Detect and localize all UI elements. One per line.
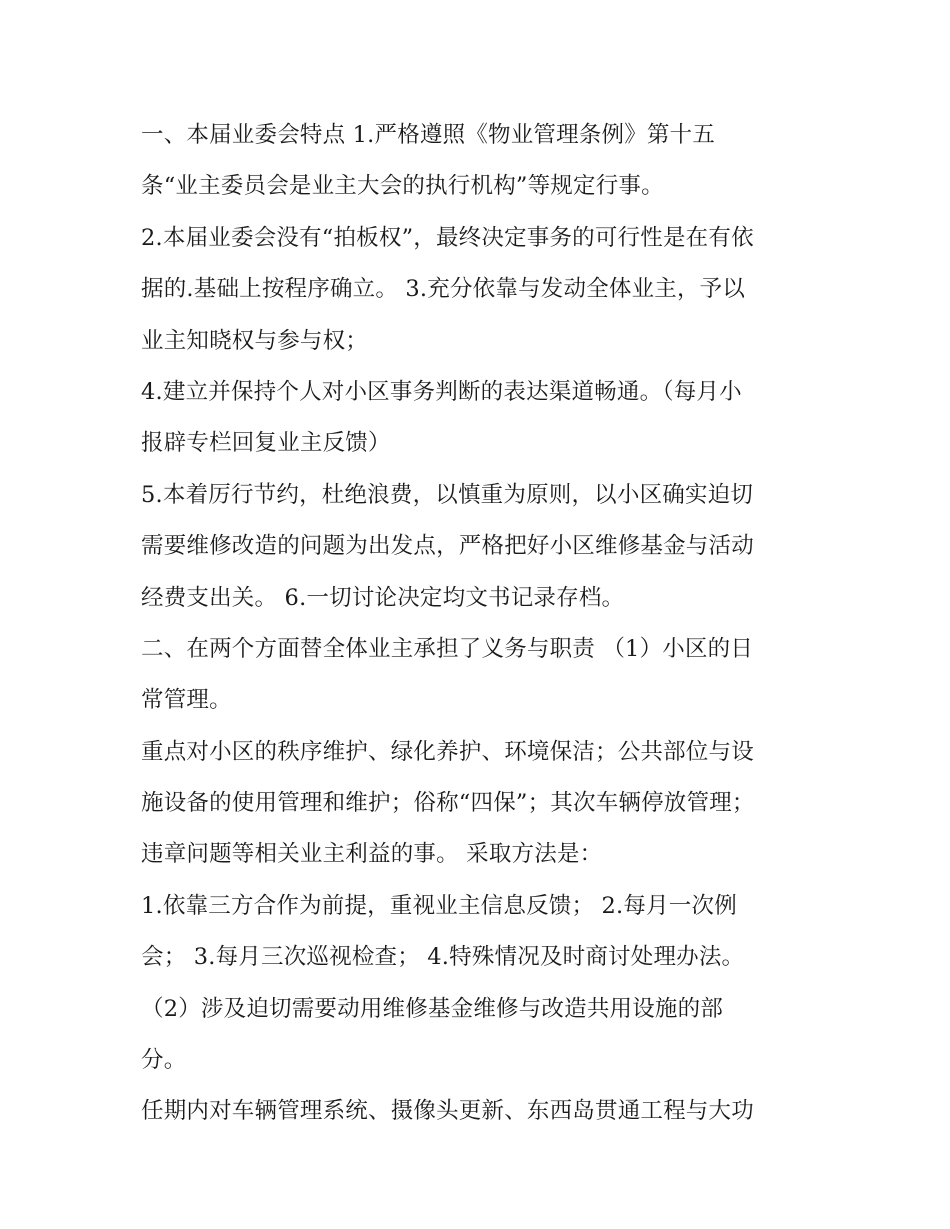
document-body bbox=[141, 110, 821, 1138]
text-line: 施设备的使用管理和维护；俗称“四保”；其次车辆停放管理； bbox=[141, 790, 755, 817]
text-line: 报辟专栏回复业主反馈） bbox=[141, 430, 391, 457]
text-line: 5.本着厉行节约，杜绝浪费，以慎重为原则，以小区确实迫切 bbox=[141, 481, 754, 508]
text-line: 4.建立并保持个人对小区事务判断的表达渠道畅通。（每月小 bbox=[141, 378, 742, 405]
text-line: 二、在两个方面替全体业主承担了义务与职责 （1）小区的日 bbox=[141, 635, 754, 662]
text-line: 2.本届业委会没有“拍板权”，最终决定事务的可行性是在有依 bbox=[141, 224, 754, 251]
text-line: 任期内对车辆管理系统、摄像头更新、东西岛贯通工程与大功 bbox=[141, 1098, 754, 1125]
text-line: 需要维修改造的问题为出发点，严格把好小区维修基金与活动 bbox=[141, 533, 754, 560]
text-line: 业主知晓权与参与权； bbox=[141, 327, 369, 354]
text-line: 违章问题等相关业主利益的事。 采取方法是： bbox=[141, 841, 603, 868]
text-line: 条“业主委员会是业主大会的执行机构”等规定行事。 bbox=[141, 173, 664, 200]
text-line: 1.依靠三方合作为前提，重视业主信息反馈； 2.每月一次例 bbox=[141, 892, 737, 919]
text-line: 常管理。 bbox=[141, 687, 232, 714]
text-line: 一、本届业委会特点 1.严格遵照《物业管理条例》第十五 bbox=[141, 122, 716, 148]
text-line: 经费支出关。 6.一切讨论决定均文书记录存档。 bbox=[141, 584, 625, 611]
text-line: 会； 3.每月三次巡视检查； 4.特殊情况及时商讨处理办法。 bbox=[141, 944, 745, 971]
text-line: 重点对小区的秩序维护、绿化养护、环境保洁；公共部位与设 bbox=[141, 738, 754, 765]
text-line: 分。 bbox=[141, 1047, 187, 1074]
text-line: （2）涉及迫切需要动用维修基金维修与改造共用设施的部 bbox=[141, 995, 724, 1022]
text-line: 据的.基础上按程序确立。 3.充分依靠与发动全体业主，予以 bbox=[141, 276, 746, 303]
